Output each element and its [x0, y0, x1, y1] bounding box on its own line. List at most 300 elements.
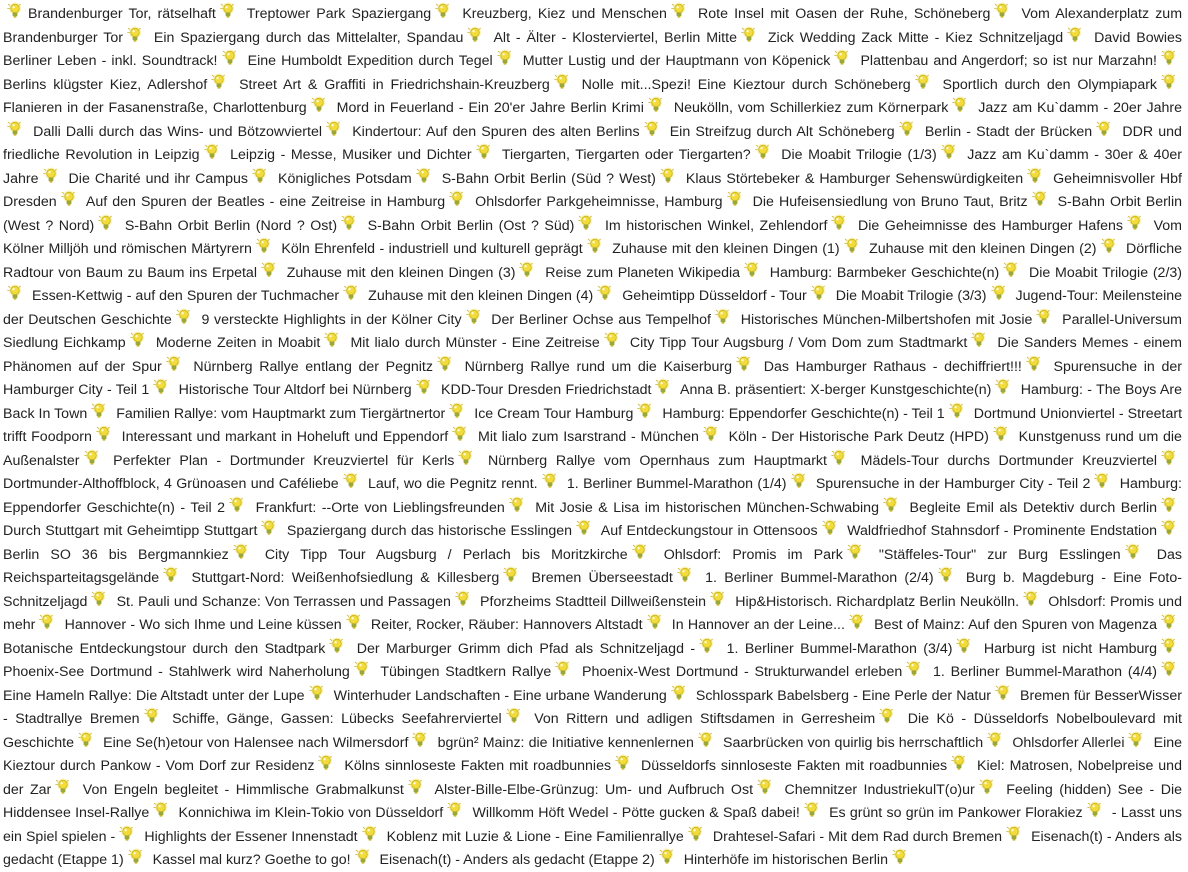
tour-item[interactable]: [686, 171, 1048, 187]
tour-link[interactable]: Die Kö - Düsseldorfs Nobelboulevard mit Geschichte: [3, 711, 1182, 751]
tour-item[interactable]: [874, 617, 1182, 633]
tour-item[interactable]: [3, 688, 330, 704]
tour-link[interactable]: Treptower Park Spaziergang: [246, 6, 432, 22]
tour-link[interactable]: Best of Mainz: Auf den Spuren von Magenza: [874, 617, 1157, 633]
tour-link[interactable]: S-Bahn Orbit Berlin (West ? Nord): [3, 194, 1183, 234]
tour-link[interactable]: Interessant und markant in Hoheluft und Eppendorf: [121, 429, 449, 445]
tour-link[interactable]: Konnichiwa im Klein-Tokio von Düsseldorf: [178, 805, 444, 821]
tour-link[interactable]: Hinterhöfe im historischen Berlin: [683, 852, 888, 868]
tour-item[interactable]: [858, 218, 1148, 234]
tour-link[interactable]: Sportlich durch den Olympiapark: [942, 76, 1158, 93]
tour-item[interactable]: [352, 124, 664, 140]
tour-link[interactable]: Leipzig - Messe, Musiker und Dichter: [230, 147, 472, 163]
tour-item[interactable]: [113, 453, 479, 469]
tour-link[interactable]: 1. Berliner Bummel-Marathon (1/4): [566, 476, 787, 492]
tour-item[interactable]: [545, 265, 765, 281]
lightbulb-icon: [127, 26, 142, 43]
tour-link[interactable]: Plattenbau and Angerdorf; so ist nur Marzahn!: [860, 53, 1157, 69]
tour-item[interactable]: [534, 711, 900, 727]
tour-link[interactable]: Begleite Emil als Detektiv durch Berlin: [909, 499, 1158, 516]
tour-link[interactable]: Phoenix-See Dortmund - Stahlwerk wird Naherholung: [3, 664, 350, 680]
tour-link[interactable]: Brandenburger Tor, rätselhaft: [28, 6, 216, 22]
lightbulb-icon: [671, 2, 686, 19]
tour-item[interactable]: [201, 312, 486, 328]
tour-link[interactable]: Street Art & Graffiti in Friedrichshain-Kreuzberg: [239, 76, 550, 93]
tour-item[interactable]: [156, 335, 345, 351]
tour-link[interactable]: Pforzheims Stadtteil Dillweißenstein: [480, 593, 707, 610]
tour-item[interactable]: [368, 218, 600, 234]
tour-link[interactable]: DDR und friedliche Revolution in Leipzig: [3, 123, 1182, 163]
tour-item[interactable]: [696, 688, 1016, 704]
tour-link[interactable]: Dalli Dalli durch das Wins- und Bötzowviertel: [33, 123, 323, 140]
lightbulb-icon: [804, 801, 819, 818]
lightbulb-icon: [1161, 660, 1176, 677]
tour-item[interactable]: [69, 171, 273, 187]
lightbulb-icon: [449, 190, 464, 207]
tour-item[interactable]: [601, 523, 843, 539]
tour-link[interactable]: Die Moabit Trilogie (1/3): [781, 147, 937, 163]
tour-link[interactable]: Dortmund Unionviertel - Streetart trifft Foodporn: [3, 405, 1183, 445]
tour-link[interactable]: Frankfurt: --Orte von Lieblingsfreunden: [255, 499, 505, 516]
tour-item[interactable]: [3, 547, 254, 563]
tour-link[interactable]: Ohlsdorf: Promis im Park: [663, 546, 843, 563]
tour-item[interactable]: [860, 53, 1182, 69]
tour-item[interactable]: [337, 100, 669, 116]
tour-item[interactable]: [191, 570, 524, 586]
tour-link[interactable]: Neukölln, vom Schillerkiez zum Körnerpark: [673, 100, 949, 116]
tour-item[interactable]: [705, 570, 958, 586]
tour-item[interactable]: [441, 382, 676, 398]
tour-link[interactable]: Der Marburger Grimm dich Pfad als Schnitzeljagd -: [356, 640, 696, 657]
tour-link[interactable]: Nürnberg Rallye rund um die Kaiserburg: [464, 358, 733, 375]
tour-link[interactable]: Historische Tour Altdorf bei Nürnberg: [178, 382, 412, 398]
lightbulb-icon: [1161, 496, 1176, 513]
tour-link[interactable]: Die Geheimnisse des Hamburger Hafens: [857, 217, 1124, 234]
tour-item[interactable]: [684, 852, 913, 868]
tour-item[interactable]: [861, 453, 1182, 469]
tour-link[interactable]: Ohlsdorfer Allerlei: [1012, 734, 1125, 751]
tour-link[interactable]: Mit lialo zum Isarstrand - München: [478, 429, 699, 445]
tour-link[interactable]: "Stäffeles-Tour" zur Burg Esslingen: [878, 546, 1121, 563]
tour-link[interactable]: Historisches München-Milbertshofen mit Josie: [740, 311, 1033, 328]
tour-link[interactable]: Ohlsdorf: Promis und mehr: [3, 593, 1182, 633]
tour-item[interactable]: [154, 30, 488, 46]
lightbulb-icon: [416, 167, 431, 184]
tour-item[interactable]: [153, 852, 376, 868]
lightbulb-icon: [437, 355, 452, 372]
lightbulb-icon: [61, 190, 76, 207]
tour-link[interactable]: Von Engeln begleitet - Himmlische Grabmalkunst: [82, 781, 404, 798]
tour-item[interactable]: [488, 453, 852, 469]
tour-item[interactable]: [770, 265, 1024, 281]
tour-link[interactable]: Jugend-Tour: Meilensteine der Deutschen Geschichte: [3, 288, 1183, 328]
tour-link[interactable]: Jazz am Ku`damm - 20er Jahre: [978, 100, 1182, 116]
tour-link[interactable]: Eine Humboldt Expedition durch Tegel: [247, 53, 493, 69]
tour-item[interactable]: [278, 171, 437, 187]
tour-link[interactable]: Ein Streifzug durch Alt Schöneberg: [669, 123, 895, 140]
tour-link[interactable]: Reiter, Rocker, Räuber: Hannovers Altstadt: [370, 617, 643, 633]
tour-item[interactable]: [144, 829, 382, 845]
tour-item[interactable]: [723, 735, 1008, 751]
tour-item[interactable]: [493, 30, 762, 46]
tour-item[interactable]: [680, 382, 1016, 398]
tour-item[interactable]: [816, 476, 1116, 492]
tour-link[interactable]: Mit lialo durch Münster - Eine Zeitreise: [350, 335, 600, 351]
tour-link[interactable]: Ice Cream Tour Hamburg: [474, 405, 634, 422]
tour-link[interactable]: Nürnberg Rallye vom Opernhaus zum Hauptmarkt: [488, 452, 827, 469]
tour-link[interactable]: Lauf, wo die Pegnitz rennt.: [368, 476, 538, 492]
tour-item[interactable]: [357, 641, 720, 657]
tour-item[interactable]: [117, 594, 476, 610]
tour-link[interactable]: Mutter Lustig und der Hauptmann von Köpenick: [522, 53, 831, 69]
tour-item[interactable]: [172, 711, 527, 727]
tour-item[interactable]: [380, 852, 680, 868]
tour-link[interactable]: Eine Kieztour durch Pankow - Vom Dorf zur Residenz: [3, 734, 1183, 774]
tour-item[interactable]: [933, 664, 1182, 680]
tour-link[interactable]: Tübingen Stadtkern Rallye: [380, 664, 552, 680]
tour-link[interactable]: Stuttgart-Nord: Weißenhofsiedlung & Killesberg: [191, 570, 500, 586]
tour-item[interactable]: [532, 570, 698, 586]
tour-link[interactable]: Ein Spaziergang durch das Mittelalter, Spandau: [153, 29, 464, 46]
tour-link[interactable]: Spurensuche in der Hamburger City - Teil 1: [3, 358, 1182, 398]
tour-link[interactable]: Vom Alexanderplatz zum Brandenburger Tor: [3, 6, 1183, 46]
lightbulb-icon: [755, 143, 770, 160]
tour-link[interactable]: Rote Insel mit Oasen der Ruhe, Schöneberg: [698, 6, 991, 22]
tour-item[interactable]: [674, 100, 973, 116]
tour-link[interactable]: 9 versteckte Highlights in der Kölner City: [201, 311, 462, 328]
tour-link[interactable]: Spurensuche in der Hamburger City - Teil 2: [815, 476, 1091, 492]
tour-item[interactable]: [630, 335, 992, 351]
tour-link[interactable]: Das Hamburger Rathaus - dechiffriert!!!: [763, 358, 1022, 375]
tour-link[interactable]: Die Moabit Trilogie (2/3): [1029, 264, 1183, 281]
tour-item[interactable]: [368, 288, 618, 304]
tour-item[interactable]: [713, 829, 1027, 845]
tour-item[interactable]: [735, 594, 1044, 610]
tour-item[interactable]: [869, 241, 1121, 257]
lightbulb-icon: [1003, 261, 1018, 278]
tour-item[interactable]: [380, 664, 576, 680]
tour-link[interactable]: Nürnberg Rallye entlang der Pegnitz: [193, 358, 433, 375]
tour-link[interactable]: Es grünt so grün im Pankower Florakiez: [829, 805, 1083, 821]
tour-link[interactable]: Der Berliner Ochse aus Tempelhof: [491, 311, 711, 328]
tour-link[interactable]: Nolle mit...Spezi! Eine Kieztour durch Schöneberg: [581, 76, 911, 93]
tour-link[interactable]: Hip&Historisch. Richardplatz Berlin Neukölln.: [735, 593, 1020, 610]
tour-item[interactable]: [3, 641, 350, 657]
tour-item[interactable]: [350, 335, 624, 351]
tour-link[interactable]: Die Charité und ihr Campus: [68, 170, 248, 187]
tour-link[interactable]: Reise zum Planeten Wikipedia: [545, 264, 741, 281]
tour-item[interactable]: [3, 77, 232, 93]
tour-link[interactable]: Saarbrücken von quirlig bis herrschaftlich: [722, 734, 984, 751]
tour-link[interactable]: S-Bahn Orbit Berlin (Ost ? Süd): [367, 217, 575, 234]
tour-item[interactable]: [879, 547, 1146, 563]
tour-item[interactable]: [582, 664, 927, 680]
tour-item[interactable]: [473, 805, 825, 821]
tour-link[interactable]: Hamburg: Barmbeker Geschichte(n): [769, 264, 1000, 281]
tour-link[interactable]: Geheimnisvoller Hbf Dresden: [3, 170, 1182, 210]
tour-item[interactable]: [475, 194, 747, 210]
tour-link[interactable]: Tiergarten, Tiergarten oder Tiergarten?: [501, 147, 751, 163]
lightbulb-icon: [119, 825, 134, 842]
tour-link[interactable]: Düsseldorfs sinnloseste Fakten mit roadbunnies: [641, 758, 948, 774]
tour-item[interactable]: [480, 594, 731, 610]
tour-link[interactable]: Köln Ehrenfeld - industriell und kulturell geprägt: [281, 241, 583, 257]
tour-link[interactable]: Zuhause mit den kleinen Dingen (4): [368, 288, 594, 304]
tour-item[interactable]: [462, 6, 692, 22]
tour-item[interactable]: [239, 77, 575, 93]
tour-link[interactable]: Zick Wedding Zack Mitte - Kiez Schnitzeljagd: [767, 29, 1064, 46]
tour-link[interactable]: Zuhause mit den kleinen Dingen (2): [869, 241, 1097, 257]
tour-item[interactable]: [33, 124, 347, 140]
tour-link[interactable]: Auf Entdeckungstour in Ottensoos: [600, 523, 818, 539]
tour-link[interactable]: David Bowies Berliner Leben - inkl. Soundtrack!: [3, 29, 1182, 69]
tour-link[interactable]: St. Pauli und Schanze: Von Terrassen und Passagen: [116, 593, 451, 610]
tour-item[interactable]: [502, 147, 776, 163]
tour-link[interactable]: 1. Berliner Bummel-Marathon (3/4): [726, 640, 953, 657]
tour-link[interactable]: Berlin SO 36 bis Bergmannkiez: [3, 546, 229, 563]
lightbulb-icon: [971, 331, 986, 348]
tour-item[interactable]: [478, 429, 724, 445]
tour-item[interactable]: [698, 6, 1015, 22]
tour-link[interactable]: Mit Josie & Lisa im historischen München-Schwabing: [535, 499, 879, 516]
tour-link[interactable]: Eine Hameln Rallye: Die Altstadt unter der Lupe: [3, 687, 305, 704]
tour-item[interactable]: [287, 523, 597, 539]
tour-item[interactable]: [785, 782, 1000, 798]
tour-item[interactable]: [193, 359, 458, 375]
tour-item[interactable]: [287, 265, 541, 281]
tour-link[interactable]: Berlins klügster Kiez, Adlershof: [3, 76, 208, 93]
tour-item[interactable]: [582, 77, 936, 93]
lightbulb-icon: [229, 496, 244, 513]
tour-link[interactable]: Kreuzberg, Kiez und Menschen: [462, 6, 667, 22]
tour-item[interactable]: [368, 476, 563, 492]
tour-item[interactable]: [116, 406, 470, 422]
tour-link[interactable]: Auf den Spuren der Beatles - eine Zeitreise in Hamburg: [85, 194, 446, 210]
tour-link[interactable]: Waldfriedhof Stahnsdorf - Prominente Endstation: [847, 523, 1157, 539]
tour-link[interactable]: Berlin - Stadt der Brücken: [924, 123, 1093, 140]
tour-item[interactable]: [612, 241, 864, 257]
tour-item[interactable]: [247, 6, 456, 22]
tour-link[interactable]: 1. Berliner Bummel-Marathon (4/4): [933, 664, 1157, 680]
tour-link[interactable]: Kiel: Matrosen, Nobelpreise und der Zar: [3, 758, 1182, 798]
tour-link[interactable]: bgrün² Mainz: die Initiative kennenlernen: [437, 734, 694, 751]
tour-link[interactable]: Bremen Überseestadt: [531, 570, 673, 586]
tour-item[interactable]: [465, 359, 757, 375]
lightbulb-icon: [506, 707, 521, 724]
tour-link[interactable]: Flanieren in der Fasanenstraße, Charlottenburg: [3, 100, 307, 116]
tour-link[interactable]: Winterhuder Landschaften - Eine urbane Wanderung: [333, 687, 667, 704]
tour-item[interactable]: [984, 641, 1182, 657]
tour-item[interactable]: [334, 688, 692, 704]
tour-item[interactable]: [523, 53, 856, 69]
tour-link[interactable]: Hannover - Wo sich Ihme und Leine küssen: [64, 617, 342, 633]
tour-link[interactable]: Harburg ist nicht Hamburg: [983, 640, 1157, 657]
tour-link[interactable]: Alster-Bille-Elbe-Grünzug: Um- und Aufbruch Ost: [434, 781, 754, 798]
tour-link[interactable]: Highlights der Essener Innenstadt: [144, 828, 358, 845]
tour-item[interactable]: [387, 829, 709, 845]
tour-item[interactable]: [1012, 735, 1149, 751]
tour-link[interactable]: Zuhause mit den kleinen Dingen (3): [286, 264, 516, 281]
tour-item[interactable]: [122, 429, 474, 445]
tour-item[interactable]: [3, 664, 375, 680]
tour-link[interactable]: Familien Rallye: vom Hauptmarkt zum Tiergärtnertor: [116, 405, 446, 422]
tour-item[interactable]: [435, 782, 778, 798]
tour-link[interactable]: Kunstgenuss rund um die Außenalster: [3, 429, 1182, 469]
tour-link[interactable]: Klaus Störtebeker & Hamburger Sehenswürdigkeiten: [685, 170, 1024, 187]
tour-link[interactable]: Kassel mal kurz? Goethe to go!: [152, 852, 351, 868]
tour-item[interactable]: [641, 758, 972, 774]
lightbulb-icon: [497, 49, 512, 66]
tour-link[interactable]: Botanische Entdeckungstour durch den Stadtpark: [3, 640, 326, 657]
tour-link[interactable]: Köln - Der Historische Park Deutz (HPD): [728, 429, 989, 445]
tour-link[interactable]: Parallel-Universum Siedlung Eichkamp: [3, 311, 1182, 351]
tour-item[interactable]: [125, 218, 362, 234]
tour-item[interactable]: [281, 241, 607, 257]
tour-link[interactable]: Mädels-Tour durchs Dortmunder Kreuzviertel: [860, 452, 1158, 469]
tour-item[interactable]: [753, 194, 1053, 210]
lightbulb-icon: [1161, 449, 1176, 466]
tour-item[interactable]: [943, 77, 1182, 93]
tour-item[interactable]: [847, 523, 1182, 539]
tour-item[interactable]: [535, 500, 904, 516]
tour-link[interactable]: Drahtesel-Safari - Mit dem Rad durch Bremen: [712, 828, 1003, 845]
tour-item[interactable]: [768, 30, 1088, 46]
tour-item[interactable]: [442, 171, 681, 187]
tour-item[interactable]: [438, 735, 719, 751]
tour-item[interactable]: [65, 617, 367, 633]
tour-link[interactable]: Jazz am Ku`damm - 30er & 40er Jahre: [3, 147, 1182, 187]
tour-link[interactable]: Moderne Zeiten in Moabit: [155, 335, 321, 351]
tour-item[interactable]: [3, 100, 332, 116]
tour-link[interactable]: Im historischen Winkel, Zehlendorf: [604, 217, 828, 234]
lightbulb-icon: [256, 237, 271, 254]
tour-item[interactable]: [567, 476, 812, 492]
tour-item[interactable]: [179, 382, 437, 398]
lightbulb-icon: [677, 566, 692, 583]
tour-link[interactable]: Das Reichsparteitagsgelände: [3, 546, 1182, 586]
tour-link[interactable]: Durch Stuttgart mit Geheimtipp Stuttgart: [3, 523, 258, 539]
tour-link[interactable]: - Lasst uns ein Spiel spielen -: [3, 805, 1182, 845]
tour-link[interactable]: Bremen für BesserWisser - Stadtrallye Bremen: [3, 687, 1182, 727]
tour-item[interactable]: [179, 805, 469, 821]
tour-item[interactable]: [909, 500, 1182, 516]
tour-link[interactable]: Eisenach(t) - Anders als gedacht (Etappe 1): [3, 828, 1182, 868]
tour-item[interactable]: [829, 805, 1108, 821]
tour-item[interactable]: [664, 547, 868, 563]
tour-item[interactable]: [371, 617, 668, 633]
lightbulb-icon: [899, 120, 914, 137]
tour-link[interactable]: Perfekter Plan - Dortmunder Kreuzviertel für Kerls: [113, 452, 455, 469]
tour-link[interactable]: Kölns sinnloseste Fakten mit roadbunnies: [344, 758, 612, 774]
tour-link[interactable]: City Tipp Tour Augsburg / Vom Dom zum Stadtmarkt: [629, 335, 968, 351]
tour-link[interactable]: Koblenz mit Luzie & Lione - Eine Familienrallye: [386, 828, 684, 845]
tour-item[interactable]: [86, 194, 470, 210]
tour-item[interactable]: [344, 758, 636, 774]
tour-link[interactable]: Willkomm Höft Wedel - Pötte gucken & Spaß dabei!: [472, 805, 800, 821]
tour-link[interactable]: Von Rittern und adligen Stiftsdamen in Gerresheim: [534, 711, 876, 727]
tour-item[interactable]: [32, 288, 364, 304]
tour-link[interactable]: Die Moabit Trilogie (3/3): [835, 288, 987, 304]
tour-link[interactable]: KDD-Tour Dresden Friedrichstadt: [440, 382, 652, 398]
tour-item[interactable]: [256, 500, 530, 516]
tour-item[interactable]: [491, 312, 736, 328]
tour-item[interactable]: [28, 6, 241, 22]
tour-link[interactable]: Hamburg: Eppendorfer Geschichte(n) - Teil 1: [662, 405, 945, 422]
tour-item[interactable]: [729, 429, 1014, 445]
lightbulb-icon: [597, 284, 612, 301]
tour-link[interactable]: Geheimtipp Düsseldorf - Tour: [622, 288, 807, 304]
tour-link[interactable]: Burg b. Magdeburg - Eine Foto-Schnitzeljagd: [3, 570, 1182, 610]
tour-item[interactable]: [727, 641, 978, 657]
tour-link[interactable]: Anna B. präsentiert: X-berger Kunstgeschichte(n): [679, 382, 992, 398]
tour-item[interactable]: [622, 288, 831, 304]
tour-item[interactable]: [3, 523, 282, 539]
tour-link[interactable]: Zuhause mit den kleinen Dingen (1): [612, 241, 840, 257]
tour-link[interactable]: Dortmunder-Althoffblock, 4 Grünoasen und Caféliebe: [3, 476, 339, 492]
tour-link[interactable]: Essen-Kettwig - auf den Spuren der Tuchmacher: [32, 288, 340, 304]
tour-link[interactable]: Spaziergang durch das historische Esslingen: [286, 523, 573, 539]
tour-item[interactable]: [83, 782, 429, 798]
tour-link[interactable]: Kindertour: Auf den Spuren des alten Berlins: [352, 123, 640, 140]
tour-item[interactable]: [103, 735, 433, 751]
tour-item[interactable]: [230, 147, 496, 163]
tour-link[interactable]: S-Bahn Orbit Berlin (Süd ? West): [441, 170, 656, 187]
tour-item[interactable]: [925, 124, 1117, 140]
tour-link[interactable]: Ohlsdorfer Parkgeheimnisse, Hamburg: [475, 194, 723, 210]
tour-item[interactable]: [836, 288, 1012, 304]
tour-link[interactable]: Eine Se(h)etour von Halensee nach Wilmersdorf: [103, 734, 409, 751]
lightbulb-icon: [834, 49, 849, 66]
tour-link[interactable]: Chemnitzer IndustriekulT(o)ur: [784, 781, 975, 798]
tour-item[interactable]: [672, 617, 870, 633]
tour-link[interactable]: Die Hufeisensiedlung von Bruno Taut, Britz: [752, 194, 1028, 210]
lightbulb-icon: [993, 425, 1008, 442]
tour-link[interactable]: Schlosspark Babelsberg - Eine Perle der Natur: [695, 687, 991, 704]
tour-item[interactable]: [3, 476, 364, 492]
tour-link[interactable]: Feeling (hidden) See - Die Hiddensee Insel-Rallye: [3, 781, 1183, 821]
tour-item[interactable]: [605, 218, 852, 234]
tour-link[interactable]: Schiffe, Gänge, Gassen: Lübecks Seefahrerviertel: [172, 711, 502, 727]
tour-item[interactable]: [764, 359, 1047, 375]
tour-link[interactable]: Dörfliche Radtour von Baum zu Baum ins Erpetal: [3, 241, 1182, 281]
tour-link[interactable]: Hamburg: Eppendorfer Geschichte(n) - Teil 2: [3, 476, 1182, 516]
tour-link[interactable]: Mord in Feuerland - Ein 20'er Jahre Berlin Krimi: [336, 100, 644, 116]
tour-link[interactable]: Königliches Potsdam: [278, 170, 412, 187]
tour-link[interactable]: Vom Kölner Milljöh und römischen Märtyrern: [3, 217, 1182, 257]
tour-link[interactable]: In Hannover an der Leine...: [671, 617, 845, 633]
tour-item[interactable]: [248, 53, 518, 69]
tour-link[interactable]: Eisenach(t) - Anders als gedacht (Etappe 2): [379, 852, 655, 868]
tour-item[interactable]: [474, 406, 658, 422]
lightbulb-icon: [128, 848, 143, 865]
tour-item[interactable]: [670, 124, 920, 140]
tour-link[interactable]: Alt - Älter - Klosterviertel, Berlin Mitte: [493, 29, 737, 46]
tour-link[interactable]: S-Bahn Orbit Berlin (Nord ? Ost): [124, 217, 338, 234]
tour-link[interactable]: Die Sanders Memes - einem Phänomen auf der Spur: [3, 335, 1183, 375]
tour-link[interactable]: City Tipp Tour Augsburg / Perlach bis Moritzkirche: [264, 546, 628, 563]
lightbulb-icon: [84, 449, 99, 466]
tour-link[interactable]: 1. Berliner Bummel-Marathon (2/4): [705, 570, 934, 586]
tour-item[interactable]: [781, 147, 961, 163]
lightbulb-icon: [163, 566, 178, 583]
tour-item[interactable]: [265, 547, 653, 563]
tour-item[interactable]: [662, 406, 969, 422]
lightbulb-icon: [408, 778, 423, 795]
lightbulb-icon: [1036, 308, 1051, 325]
tour-link[interactable]: Phoenix-West Dortmund - Strukturwandel erleben: [582, 664, 903, 680]
tour-link[interactable]: Hamburg: - The Boys Are Back In Town: [3, 382, 1182, 422]
tour-item[interactable]: [741, 312, 1058, 328]
